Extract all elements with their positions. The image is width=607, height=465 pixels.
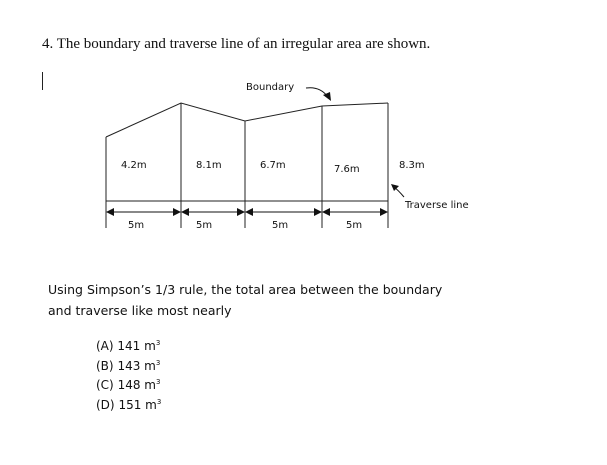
offset-label-1: 4.2m — [121, 160, 147, 171]
choice-a — [96, 334, 161, 354]
spacing-label-1: 5m — [128, 220, 145, 231]
choice-value: 143 m — [117, 358, 156, 373]
choice-b — [96, 354, 161, 374]
spacing-label-4: 5m — [346, 220, 363, 231]
choice-unit-exponent: 3 — [155, 339, 161, 347]
choice-d — [96, 393, 161, 413]
choice-c — [96, 373, 161, 393]
choice-letter: (A) — [96, 339, 114, 353]
choice-letter: (C) — [96, 378, 114, 392]
question-text: Using Simpson’s 1/3 rule, the total area between the boundary and traverse like most nearly — [48, 282, 443, 318]
spacing-label-3: 5m — [272, 220, 289, 231]
offset-label-4: 7.6m — [334, 164, 360, 175]
spacing-label-2: 5m — [196, 220, 213, 231]
choice-unit-exponent: 3 — [155, 358, 161, 367]
traverse-label: Traverse line — [405, 200, 469, 211]
choice-value: 148 m — [117, 378, 156, 392]
offset-label-5: 8.3m — [399, 160, 425, 171]
problem-title: 4. The boundary and traverse line of an irregular area are shown. — [42, 36, 431, 52]
offset-label-2: 8.1m — [196, 160, 222, 171]
boundary-line — [106, 103, 388, 137]
choice-value: 141 m — [117, 339, 156, 353]
boundary-label: Boundary — [246, 82, 295, 93]
offset-label-3: 6.7m — [260, 160, 286, 171]
choice-unit-exponent: 3 — [156, 397, 162, 406]
choice-value: 151 m — [118, 397, 157, 412]
choice-unit-exponent: 3 — [156, 378, 161, 386]
choice-letter: (D) — [96, 397, 115, 412]
choice-letter: (B) — [96, 358, 114, 373]
answer-choices — [96, 334, 161, 412]
